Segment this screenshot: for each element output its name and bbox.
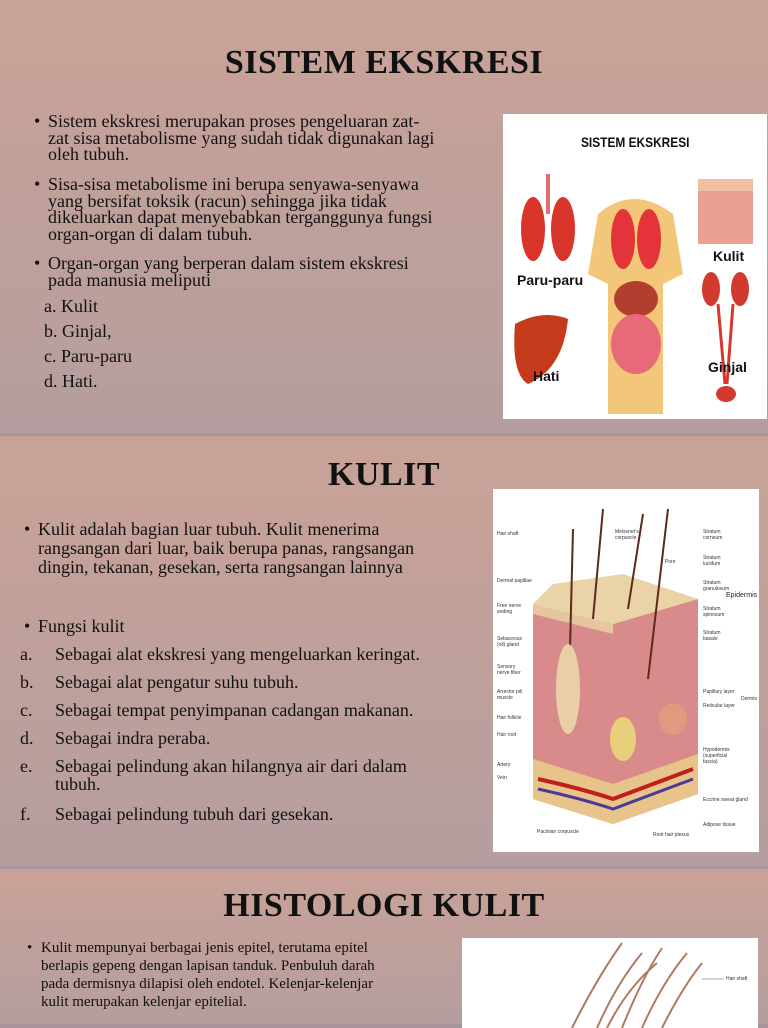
diagram-label: Sensory nerve fiber bbox=[497, 664, 521, 676]
text-line: pada manusia meliputi bbox=[48, 269, 211, 290]
label-lungs: Paru-paru bbox=[517, 272, 584, 288]
text-line: dingin, tekanan, gesekan, serta rangsangan lainnya bbox=[38, 557, 403, 577]
diagram-label: Vein bbox=[497, 775, 507, 781]
text: tubuh. bbox=[55, 774, 101, 794]
text-line: zat sisa metabolisme yang sudah tidak digunakan lagi bbox=[48, 127, 435, 148]
bullet-3: • Organ-organ yang berperan dalam sistem ekskresi pada manusia meliputi bbox=[34, 253, 409, 290]
text: Sebagai tempat penyimpanan cadangan makanan. bbox=[55, 700, 414, 720]
text-line: dikeluarkan dapat menyebabkan terganggunya fungsi bbox=[48, 207, 433, 227]
slide-title: KULIT bbox=[327, 456, 441, 493]
text: Sebagai pelindung akan hilangnya air dari dalam bbox=[55, 756, 407, 776]
list-item: b. Ginjal, bbox=[44, 321, 112, 341]
diagram-label: Pore bbox=[665, 559, 676, 565]
list-item: a. Kulit bbox=[44, 296, 98, 316]
text-line: pada dermisnya dilapisi oleh endotel. Kelenjar-kelenjar bbox=[41, 976, 374, 992]
label-skin: Kulit bbox=[713, 248, 745, 264]
bullet-1: • Sistem ekskresi merupakan proses pengeluaran zat- zat sisa metabolisme yang sudah tidak digunakan lagi oleh tubuh. bbox=[34, 111, 435, 164]
diagram-label: Papillary layer bbox=[703, 689, 735, 695]
list-item: c. Paru-paru bbox=[44, 346, 132, 366]
text: Sebagai pelindung tubuh dari gesekan. bbox=[55, 804, 334, 824]
slide-histologi-kulit bbox=[0, 869, 768, 1024]
fungsi-heading: • Fungsi kulit bbox=[24, 616, 125, 636]
diagram-label: Arrector pili muscle bbox=[497, 689, 523, 701]
marker: f. bbox=[20, 804, 31, 824]
text: Sebagai alat pengatur suhu tubuh. bbox=[55, 672, 299, 692]
text-line: yang bersifat toksik (racun) sehingga jika tidak bbox=[48, 190, 387, 211]
text-line: berlapis gepeng dengan lapisan tanduk. Penbuluh darah bbox=[41, 958, 375, 974]
diagram-label: Free nerve ending bbox=[497, 603, 522, 615]
skin-cross-section-image bbox=[493, 489, 759, 852]
label-liver: Hati bbox=[533, 368, 560, 384]
diagram-label: Pacinian corpuscle bbox=[537, 829, 579, 835]
skin-histology-image bbox=[462, 938, 758, 1028]
text: Fungsi kulit bbox=[38, 616, 125, 636]
diagram-label: Stratum basale bbox=[703, 630, 721, 642]
diagram-label: Dermis bbox=[741, 696, 757, 702]
diagram-label: Stratum spinosum bbox=[703, 606, 725, 618]
diagram-label: Sebaceous (oil) gland bbox=[497, 636, 523, 648]
marker: b. bbox=[20, 672, 34, 692]
diagram-label: Hair root bbox=[497, 732, 517, 738]
diagram-label: Stratum granulosum bbox=[703, 580, 730, 592]
marker: e. bbox=[20, 756, 33, 776]
text-line: Sistem ekskresi merupakan proses pengeluaran zat- bbox=[48, 111, 420, 131]
text-line: kulit merupakan kelenjar epitelial. bbox=[41, 994, 247, 1010]
image-title: SISTEM EKSKRESI bbox=[581, 134, 690, 150]
text-line: Organ-organ yang berperan dalam sistem ekskresi bbox=[48, 253, 409, 273]
slide-title: HISTOLOGI KULIT bbox=[223, 887, 545, 924]
bullet-histologi: • Kulit mempunyai berbagai jenis epitel, terutama epitel berlapis gepeng dengan lapisan tanduk. Penbuluh darah pada dermisnya dilapisi oleh endotel. Kelenjar-kelenjar kulit merupakan kelenjar epitelial. bbox=[27, 940, 375, 1010]
text-line: rangsangan dari luar, baik berupa panas, rangsangan bbox=[38, 538, 415, 558]
slide-kulit bbox=[0, 436, 768, 866]
text-line: organ-organ di dalam tubuh. bbox=[48, 223, 253, 244]
diagram-label: Stratum lucidum bbox=[703, 555, 721, 567]
text: Sebagai indra peraba. bbox=[55, 728, 211, 748]
marker: c. bbox=[20, 700, 33, 720]
label-kidney: Ginjal bbox=[708, 359, 747, 375]
diagram-label: Hair follicle bbox=[497, 715, 522, 721]
excretory-organs-image bbox=[503, 114, 767, 419]
diagram-label: Reticular layer bbox=[703, 703, 735, 709]
diagram-label: Dermal papillae bbox=[497, 578, 532, 584]
bullet-intro: • Kulit adalah bagian luar tubuh. Kulit menerima rangsangan dari luar, baik berupa panas, rangsangan dingin, tekanan, gesekan, serta rangsangan lainnya bbox=[24, 519, 415, 577]
diagram-label: Eccrine sweat gland bbox=[703, 797, 748, 803]
text-line: Kulit adalah bagian luar tubuh. Kulit menerima bbox=[38, 519, 380, 539]
slide-sistem-ekskresi bbox=[0, 0, 768, 433]
diagram-label: Stratum corneum bbox=[703, 529, 723, 541]
text-line: oleh tubuh. bbox=[48, 144, 129, 164]
diagram-label: Hypodermis (superficial fascia) bbox=[703, 747, 730, 765]
text-line: Sisa-sisa metabolisme ini berupa senyawa-senyawa bbox=[48, 174, 419, 194]
diagram-label-epidermis: Epidermis bbox=[726, 592, 758, 599]
bullet-2: • Sisa-sisa metabolisme ini berupa senyawa-senyawa yang bersifat toksik (racun) sehingga jika tidak dikeluarkan dapat menyebabkan terganggunya fungsi organ-organ di dalam tubuh. bbox=[34, 174, 433, 244]
diagram-label: Hair shaft bbox=[497, 531, 519, 537]
slide-title: SISTEM EKSKRESI bbox=[224, 44, 544, 81]
diagram-label: Meissner's corpuscle bbox=[615, 529, 639, 541]
diagram-label: Hair shaft bbox=[726, 976, 748, 982]
diagram-label: Artery bbox=[497, 762, 511, 768]
text-line: Kulit mempunyai berbagai jenis epitel, terutama epitel bbox=[41, 940, 368, 956]
diagram-label: Adipose tissue bbox=[703, 822, 736, 828]
diagram-label: Root hair plexus bbox=[653, 832, 690, 838]
hair-illustration bbox=[462, 938, 758, 1028]
list-item: d. Hati. bbox=[44, 371, 98, 391]
text: Sebagai alat ekskresi yang mengeluarkan keringat. bbox=[55, 644, 420, 664]
marker: d. bbox=[20, 728, 34, 748]
marker: a. bbox=[20, 644, 33, 664]
